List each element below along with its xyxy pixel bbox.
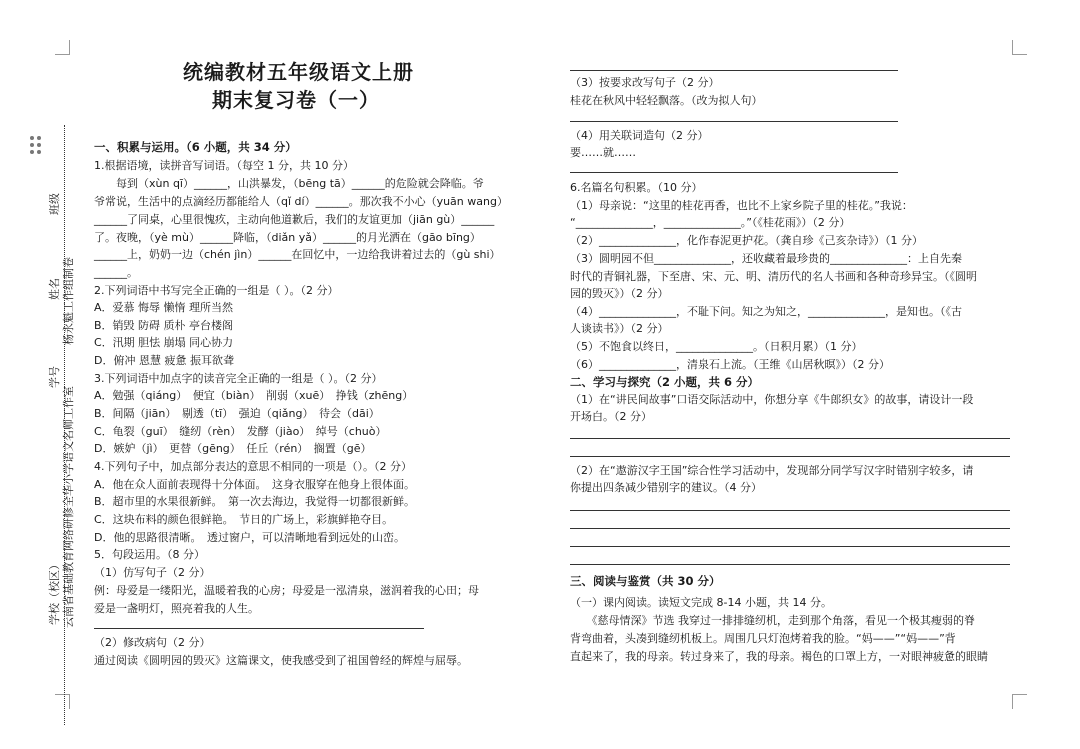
question-line: “______________，______________。”（《桂花雨》）（2 分） — [570, 216, 851, 229]
field-class-label: 班级 — [48, 193, 61, 215]
option-line: D．嫉妒（jì） 更替（gēng） 任丘（rén） 搁置（gē） — [94, 442, 372, 455]
field-name-label: 姓名 — [48, 278, 61, 300]
question-line: 例：母爱是一缕阳光，温暖着我的心房；母爱是一泓清泉，滋润着我的心田；母 — [94, 584, 479, 597]
option-line: A．爱慕 悔辱 懒惰 理所当然 — [94, 301, 234, 314]
question-line: （3）圆明园不但______________，还收藏着最珍贵的______________：上自先秦 — [570, 252, 962, 265]
question-line: （一）课内阅读。读短文完成 8-14 小题，共 14 分。 — [570, 596, 832, 609]
question-line: 开场白。（2 分） — [570, 410, 652, 423]
question-line: （2）在“遨游汉字王国”综合性学习活动中，发现部分同学写汉字时错别字较多，请 — [570, 464, 974, 477]
question-line: （1）仿写句子（2 分） — [94, 566, 211, 579]
question-line: 爷常说，生活中的点滴经历都能给人（qǐ dí）______。那次我不小心（yuān wang） — [94, 195, 508, 208]
question-line: 1.根据语境，读拼音写词语。（每空 1 分，共 10 分） — [94, 159, 354, 172]
answer-line — [570, 172, 898, 173]
question-line: 要……就…… — [570, 146, 636, 159]
question-line: ______上，奶奶一边（chén jìn）______在回忆中，一边给我讲着过去的（gù shi） — [94, 248, 501, 261]
section-title: 一、积累与运用。（6 小题，共 34 分） — [94, 140, 297, 154]
option-line: D．他的思路很清晰。 透过窗户，可以清晰地看到远处的山峦。 — [94, 531, 405, 544]
passage-line: 直起来了，我的母亲。转过身来了，我的母亲。褐色的口罩上方，一对眼神疲惫的眼睛 — [570, 650, 988, 663]
question-line: （2）______________，化作春泥更护花。（龚自珍《己亥杂诗》）（1 分） — [570, 234, 923, 247]
question-line: （4）用关联词造句（2 分） — [570, 129, 709, 142]
question-line: 桂花在秋风中轻轻飘落。（改为拟人句） — [570, 94, 763, 107]
question-line: 时代的青铜礼器，下至唐、宋、元、明、清历代的名人书画和各种奇珍异宝。（《圆明 — [570, 270, 977, 283]
option-line: C．汛期 胆怯 崩塌 同心协力 — [94, 336, 234, 349]
answer-line — [570, 438, 1010, 439]
corner-mark-bottom-left — [55, 694, 70, 709]
field-school-label: 学校（校区） — [48, 559, 61, 625]
page-subtitle: 期末复习卷（一） — [212, 88, 380, 112]
option-line: A．勉强（qiáng） 便宜（biàn） 削弱（xuē） 挣钱（zhēng） — [94, 389, 414, 402]
question-line: 了。夜晚，（yè mù）______降临，（diǎn yǎ）______的月光洒在（gāo bīng） — [94, 231, 481, 244]
option-line: A．他在众人面前表现得十分体面。 这身衣服穿在他身上很体面。 — [94, 478, 416, 491]
answer-line — [570, 121, 898, 122]
question-line: 爱是一盏明灯，照亮着我的人生。 — [94, 602, 259, 615]
answer-line — [94, 628, 424, 629]
corner-mark-bottom-right — [1012, 694, 1027, 709]
question-line: （1）在“讲民间故事”口语交际活动中，你想分享《牛郎织女》的故事，请设计一段 — [570, 393, 974, 406]
question-line: 6.名篇名句积累。（10 分） — [570, 181, 703, 194]
option-line: C．这块布料的颜色很鲜艳。 节日的广场上，彩旗鲜艳夺目。 — [94, 513, 394, 526]
sidebar-org-2: 云南省基础教育网络研修全华小学语文名师工作室 — [62, 386, 75, 628]
question-line: （6）______________，清泉石上流。（王维《山居秋暝》）（2 分） — [570, 358, 890, 371]
option-line: D．俯冲 恩慧 疲惫 振耳欲聋 — [94, 354, 234, 367]
question-line: （4）______________，不耻下问。知之为知之，______________，是知也。（《古 — [570, 305, 962, 318]
section-title: 三、阅读与鉴赏（共 30 分） — [570, 574, 721, 588]
question-line: 你提出四条减少错别字的建议。（4 分） — [570, 481, 762, 494]
answer-line — [570, 70, 898, 71]
option-line: B．超市里的水果很新鲜。 第一次去海边，我觉得一切都很新鲜。 — [94, 495, 416, 508]
sidebar-org-1: 杨永魁工作组制卷 — [62, 257, 75, 345]
section-title: 二、学习与探究（2 小题，共 6 分） — [570, 375, 760, 389]
option-line: C．龟裂（guī） 缝纫（rèn） 发酵（jiào） 绰号（chuò） — [94, 425, 387, 438]
passage-line: 背弯曲着，头凑到缝纫机板上。周围几只灯泡烤着我的脸。“妈——”“妈——”背 — [570, 632, 956, 645]
corner-mark-top-right — [1012, 40, 1027, 55]
question-line: （1）母亲说：“这里的桂花再香，也比不上家乡院子里的桂花。”我说： — [570, 199, 913, 212]
question-line: 通过阅读《圆明园的毁灭》这篇课文，使我感受到了祖国曾经的辉煌与屈辱。 — [94, 654, 468, 667]
question-line: 人谈读书》）（2 分） — [570, 322, 669, 335]
field-number-label: 学号 — [48, 366, 61, 388]
passage-line: 《慈母情深》节选 我穿过一排排缝纫机，走到那个角落，看见一个极其瘦弱的脊 — [570, 614, 975, 627]
question-line: ______了同桌，心里很愧疚，主动向他道歉后，我们的友谊更加（jiān gù）______ — [94, 213, 495, 226]
question-line: 5．句段运用。（8 分） — [94, 548, 205, 561]
page-title: 统编教材五年级语文上册 — [183, 60, 414, 84]
answer-line — [570, 528, 1010, 529]
answer-line — [570, 564, 1010, 565]
question-line: 每到（xùn qī）______，山洪暴发，（bēng tā）______的危险就会降临。爷 — [94, 177, 484, 190]
option-line: B．销毁 防碍 质朴 亭台楼阁 — [94, 319, 234, 332]
answer-line — [570, 510, 1010, 511]
question-line: （2）修改病句（2 分） — [94, 636, 211, 649]
question-line: 2.下列词语中书写完全正确的一组是（ ）。（2 分） — [94, 284, 339, 297]
answer-line — [570, 546, 1010, 547]
question-line: 园的毁灭》）（2 分） — [570, 287, 669, 300]
question-line: （3）按要求改写句子（2 分） — [570, 76, 720, 89]
question-line: ______。 — [94, 266, 138, 279]
answer-line — [570, 456, 1010, 457]
corner-mark-top-left — [55, 40, 70, 55]
question-line: （5）不饱食以终日，______________。（日积月累）（1 分） — [570, 340, 863, 353]
question-line: 4.下列句子中，加点部分表达的意思不相同的一项是（）。（2 分） — [94, 460, 412, 473]
option-line: B．间隔（jiān） 剔透（tī） 强迫（qiǎng） 待会（dāi） — [94, 407, 380, 420]
drag-handle-icon[interactable] — [30, 136, 44, 156]
question-line: 3.下列词语中加点字的读音完全正确的一组是（ ）。（2 分） — [94, 372, 383, 385]
